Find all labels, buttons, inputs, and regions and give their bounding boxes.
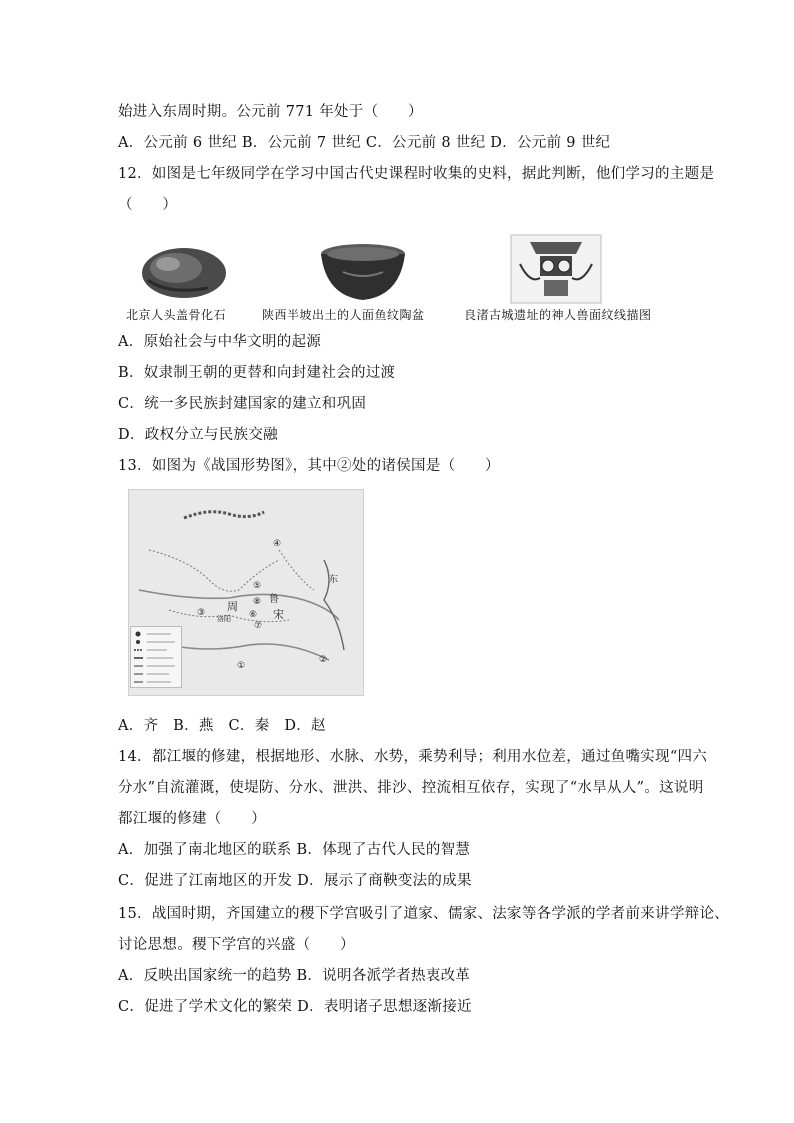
q15-stem-line1: 15．战国时期，齐国建立的稷下学宫吸引了道家、儒家、法家等各学派的学者前来讲学辩论、 — [118, 906, 730, 922]
deity-beast-mask-drawing — [510, 234, 602, 304]
skull-fossil-image — [138, 240, 230, 302]
q15-options-cd: C．促进了学术文化的繁荣 D．表明诸子思想逐渐接近 — [118, 999, 472, 1015]
q15-options-ab: A．反映出国家统一的趋势 B．说明各派学者热衷改革 — [118, 968, 471, 984]
q14-options-cd: C．促进了江南地区的开发 D．展示了商鞅变法的成果 — [118, 873, 472, 889]
q12-stem-line1: 12．如图是七年级同学在学习中国古代史课程时收集的史料，据此判断，他们学习的主题是 — [118, 166, 715, 182]
q13-stem: 13．如图为《战国形势图》，其中②处的诸侯国是（ ） — [118, 458, 500, 474]
q14-stem-line1: 14．都江堰的修建，根据地形、水脉、水势，乘势利导；利用水位差，通过鱼嘴实现“四六 — [118, 749, 708, 765]
map-label-2: ② — [319, 655, 328, 665]
map-label-8: ⑧ — [253, 597, 262, 607]
caption-skull-fossil: 北京人头盖骨化石 — [126, 308, 227, 322]
q12-option-b: B．奴隶制王朝的更替和向封建社会的过渡 — [118, 365, 396, 381]
map-label-dong: 东 — [329, 575, 339, 585]
map-label-7: ⑦ — [254, 621, 263, 631]
map-label-luoyang: 洛阳 — [217, 615, 231, 623]
map-label-song: 宋 — [273, 608, 284, 621]
q14-stem-line2: 分水”自流灌溉，使堤防、分水、泄洪、排沙、控流相互依存，实现了“水旱从人”。这说明 — [118, 780, 704, 796]
q12-option-c: C．统一多民族封建国家的建立和巩固 — [118, 396, 367, 412]
q14-stem-line3: 都江堰的修建（ ） — [118, 811, 266, 827]
map-label-5: ⑤ — [253, 581, 262, 591]
caption-deity-mask: 良渚古城遗址的神人兽面纹线描图 — [464, 308, 652, 322]
map-label-lu: 鲁 — [269, 594, 279, 605]
warring-states-map — [128, 489, 364, 696]
q14-options-ab: A．加强了南北地区的联系 B．体现了古代人民的智慧 — [118, 842, 471, 858]
map-label-6: ⑥ — [249, 610, 258, 620]
q12-stem-line2: （ ） — [118, 197, 178, 213]
q11-stem-tail: 始进入东周时期。公元前 771 年处于（ ） — [118, 104, 423, 120]
q13-options: A．齐 B．燕 C．秦 D．赵 — [118, 718, 326, 734]
map-label-zhou: 周 — [227, 600, 238, 613]
q15-stem-line2: 讨论思想。稷下学宫的兴盛（ ） — [118, 937, 355, 953]
q12-option-a: A．原始社会与中华文明的起源 — [118, 334, 322, 350]
caption-pottery-basin: 陕西半坡出土的人面鱼纹陶盆 — [262, 308, 425, 322]
q12-option-d: D．政权分立与民族交融 — [118, 427, 278, 443]
map-label-3: ③ — [197, 608, 206, 618]
map-legend — [130, 626, 182, 688]
map-label-4: ④ — [273, 539, 282, 549]
pottery-basin-image — [318, 240, 408, 304]
q11-options: A．公元前 6 世纪 B．公元前 7 世纪 C．公元前 8 世纪 D．公元前 9 世纪 — [118, 135, 611, 151]
map-label-1: ① — [237, 661, 246, 671]
